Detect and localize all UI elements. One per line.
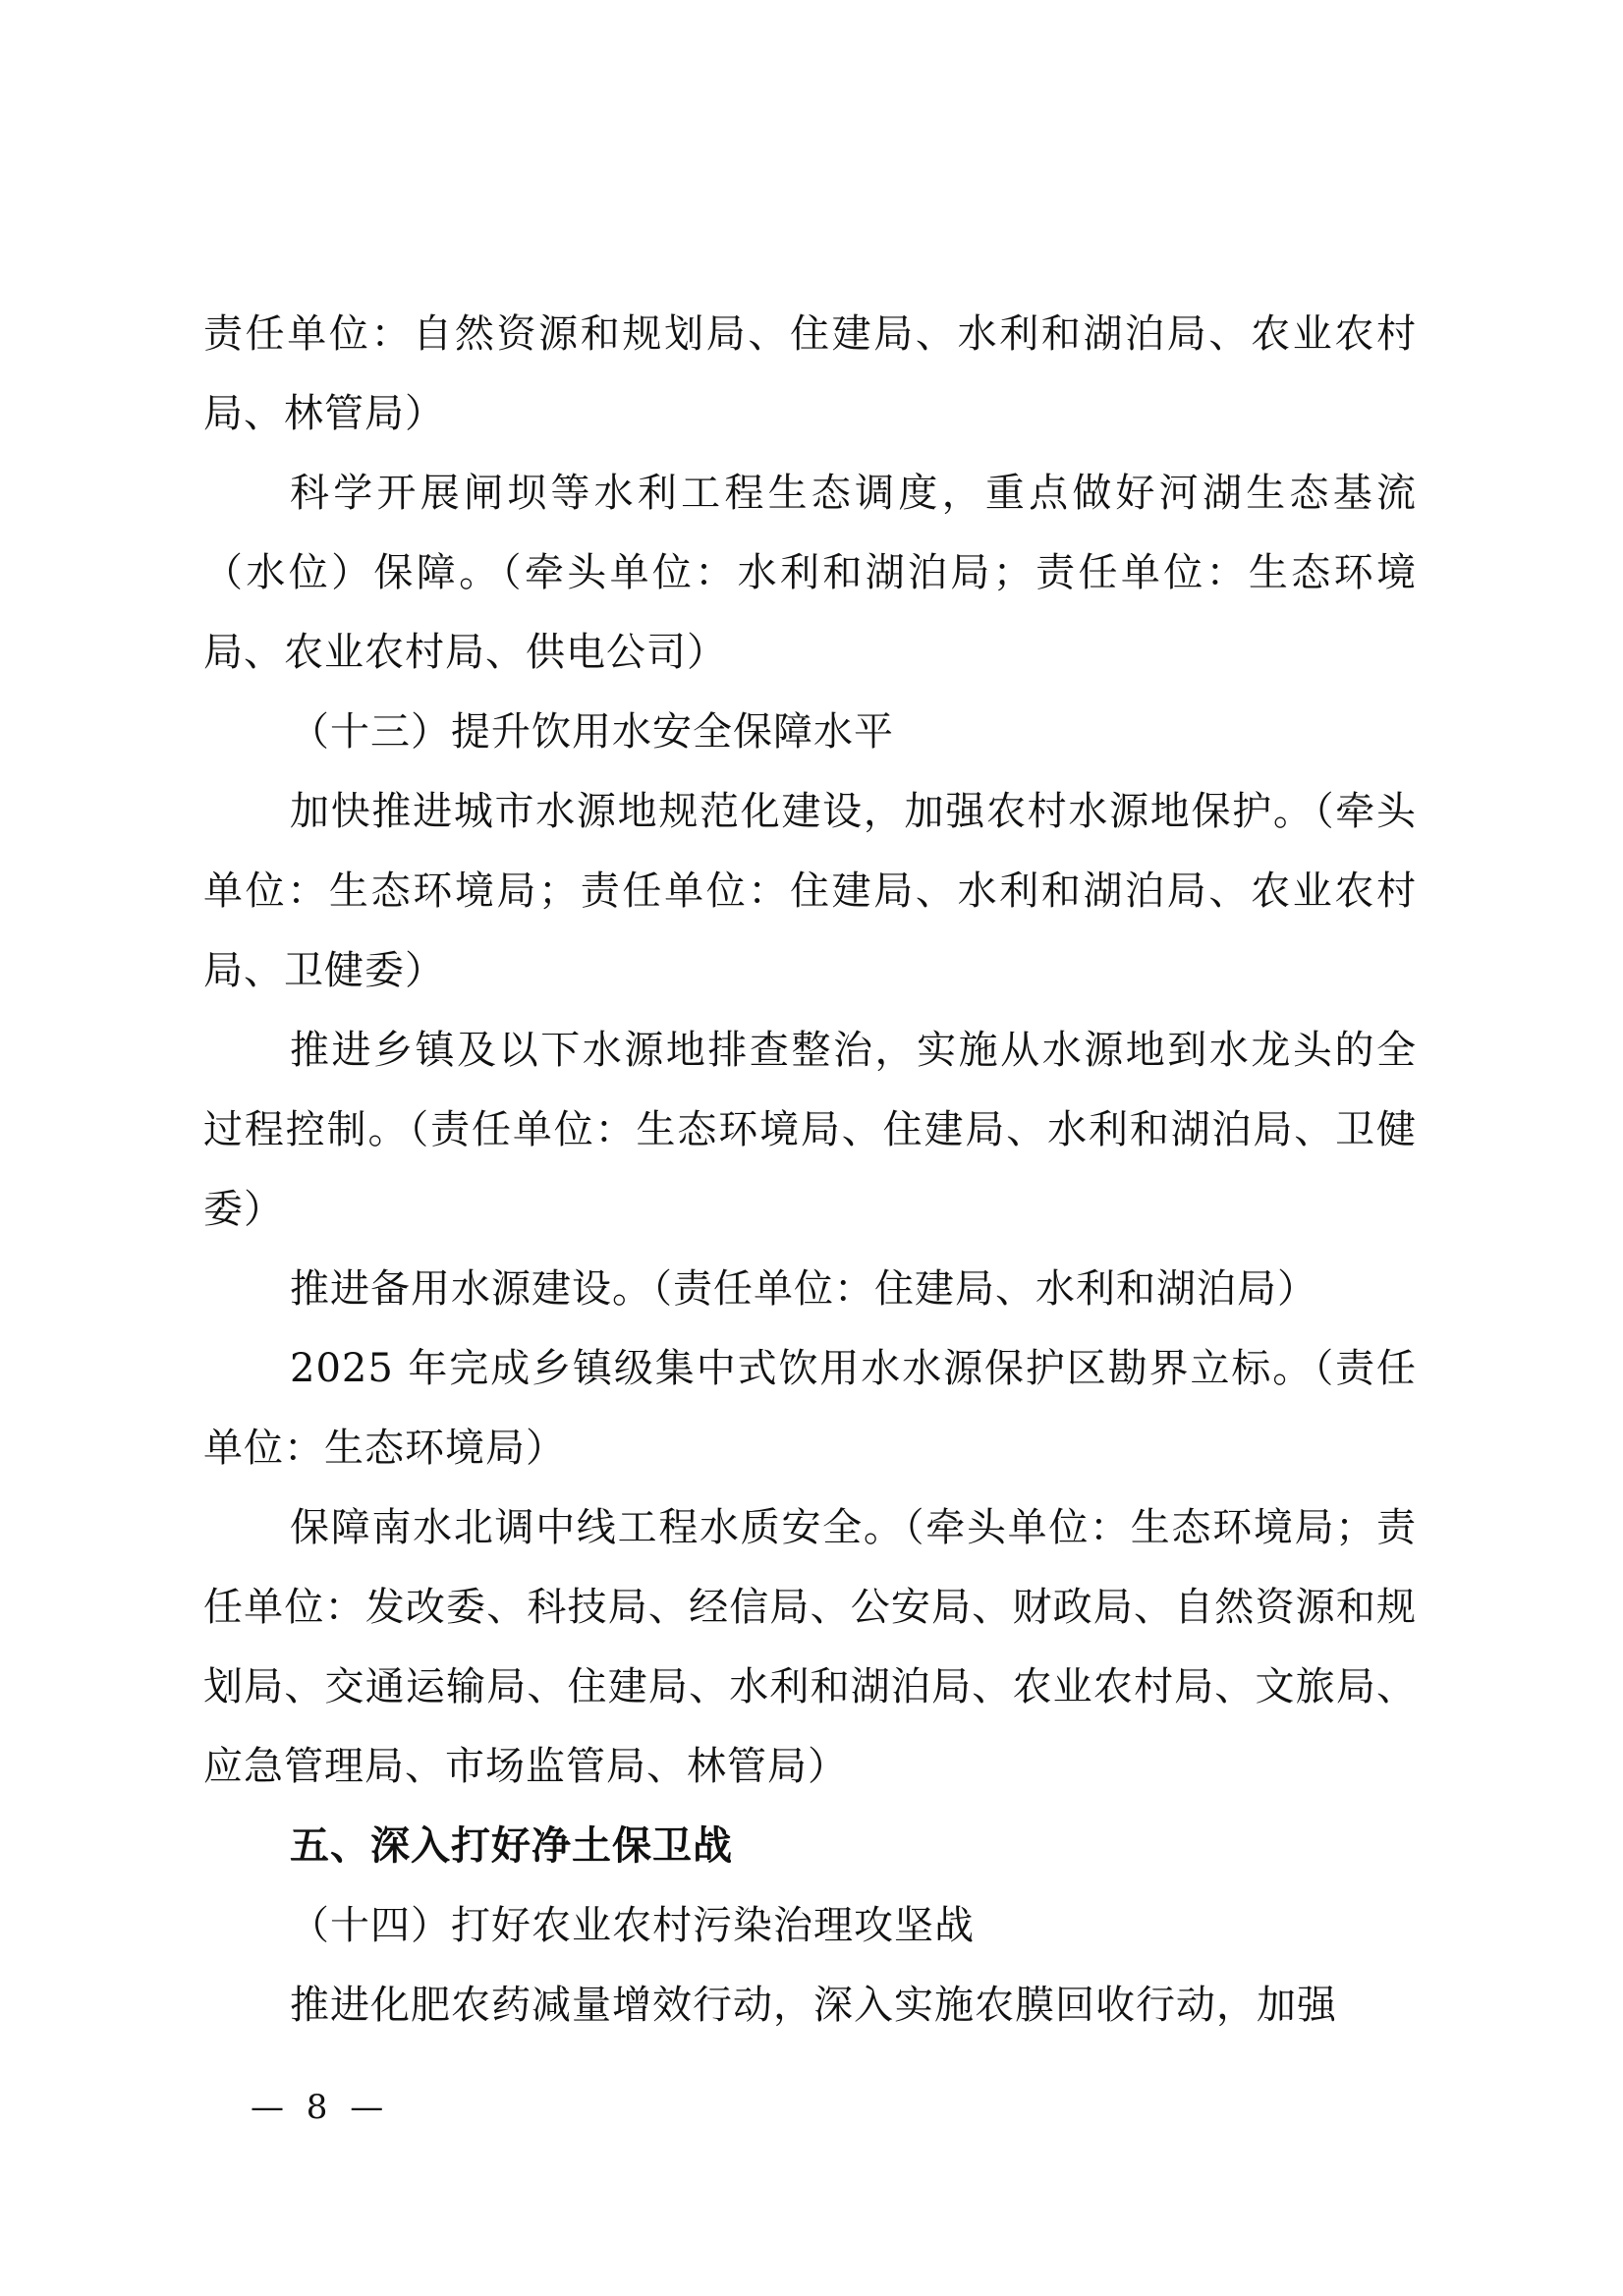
document-body [203,295,1417,2045]
paragraph-2025-boundary-marking: 2025 年完成乡镇级集中式饮用水水源保护区勘界立标。（责任单位：生态环境局） [203,1346,1417,1471]
page-number: — 8 — [251,2088,390,2127]
subheading-drinking-water-safety: （十三）提升饮用水安全保障水平 [290,709,894,755]
section-heading-soil-protection: 五、深入打好净土保卫战 [290,1823,733,1869]
paragraph-township-water-source: 推进乡镇及以下水源地排查整治，实施从水源地到水龙头的全过程控制。（责任单位：生态环境局、住建局、水利和湖泊局、卫健委） [203,1028,1417,1232]
paragraph-fertilizer-reduction: 推进化肥农药减量增效行动，深入实施农膜回收行动，加强 [290,1983,1337,2028]
paragraph-responsible-units-continued: 责任单位：自然资源和规划局、住建局、水利和湖泊局、农业农村局、林管局） [203,311,1417,436]
paragraph-ecological-dispatch: 科学开展闸坝等水利工程生态调度，重点做好河湖生态基流（水位）保障。（牵头单位：水利和湖泊局；责任单位：生态环境局、农业农村局、供电公司） [203,471,1417,675]
subheading-rural-pollution: （十四）打好农业农村污染治理攻坚战 [290,1903,975,1948]
paragraph-south-north-water-diversion: 保障南水北调中线工程水质安全。（牵头单位：生态环境局；责任单位：发改委、科技局、经信局、公安局、财政局、自然资源和规划局、交通运输局、住建局、水利和湖泊局、农业农村局、文旅局、应急管理局、市场监管局、林管局） [203,1505,1417,1789]
paragraph-urban-water-source: 加快推进城市水源地规范化建设，加强农村水源地保护。（牵头单位：生态环境局；责任单位：住建局、水利和湖泊局、农业农村局、卫健委） [203,789,1417,993]
paragraph-backup-water-source: 推进备用水源建设。（责任单位：住建局、水利和湖泊局） [290,1266,1317,1312]
